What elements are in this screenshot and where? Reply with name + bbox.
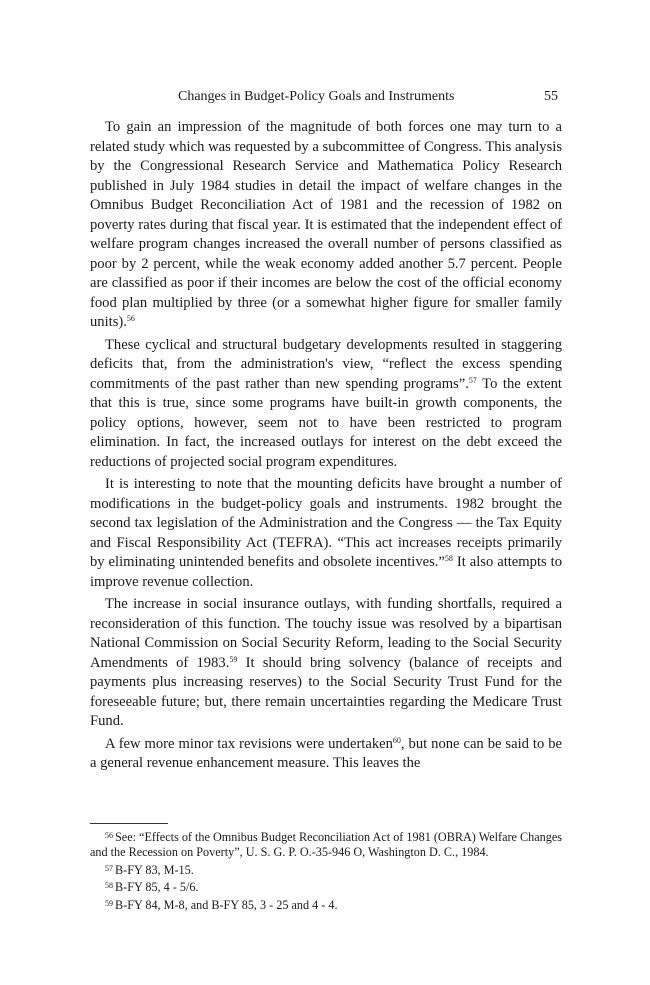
footnote xyxy=(90,861,562,878)
paragraph: A few more minor tax revisions were undertaken$^{60}$, but none can be said to be a general revenue enhancement measure. This leaves the xyxy=(90,735,562,771)
footnote xyxy=(90,896,562,913)
footnotes xyxy=(90,828,562,913)
footnote-text: B-FY 84, M-8, and B-FY 85, 3 - 25 and 4 - 4. xyxy=(115,897,338,912)
footnote-number: 56 xyxy=(105,831,113,840)
footnote-ref: 60 xyxy=(392,735,401,745)
footnote-text: B-FY 83, M-15. xyxy=(115,862,194,877)
footnote-text: B-FY 85, 4 - 5/6. xyxy=(115,880,199,895)
footnote-divider xyxy=(90,823,168,824)
footnote-text: See: “Effects of the Omnibus Budget Reconciliation Act of 1981 (OBRA) Welfare Changes and the Recession on Poverty”, U. S. G. P. O.-35-946 O, Washington D. C., 1984. xyxy=(90,830,562,860)
paragraph: It is interesting to note that the mounting deficits have brought a number of modifications in the budget-policy goals and instruments. 1982 brought the second tax legislation of the Administration and the Congress — the Tax Equity and Fiscal Responsibility Act (TEFRA). “This act increases receipts primarily by eliminating unintended benefits and obsolete incentives.”$^{58}$ It also attempts to improve revenue collection. xyxy=(90,476,562,590)
footnote-number: 57 xyxy=(105,863,113,873)
paragraph: The increase in social insurance outlays, with funding shortfalls, required a reconsideration of this function. The touchy issue was resolved by a bipartisan National Commission on Social Security Reform, leading to the Social Security Amendments of 1983.59 It should bring solvency (balance of receipts and payments plus increasing reserves) to the Social Security Trust Fund for the foreseeable future; but, there remain uncertainties regarding the Medicare Trust Fund. xyxy=(90,596,562,729)
footnote-number: 59 xyxy=(105,898,113,908)
footnote-ref: 56 xyxy=(126,314,135,323)
footnote-ref: 59 xyxy=(229,654,238,664)
running-title: Changes in Budget-Policy Goals and Instruments xyxy=(178,89,455,104)
page-number: 55 xyxy=(544,89,558,104)
footnote-number: 58 xyxy=(105,881,113,891)
paragraph: To gain an impression of the magnitude of both forces one may turn to a related study which was requested by a subcommittee of Congress. This analysis by the Congressional Research Service and Mathematica Policy Research published in July 1984 studies in detail the impact of welfare changes in the Omnibus Budget Reconciliation Act of 1981 and the recession of 1982 on poverty rates during that fiscal year. It is estimated that the independent effect of welfare program changes increased the overall number of persons classified as poor by 2 percent, while the weak economy added another 5.7 percent. People are classified as poor if their incomes are below the cost of the official economy food plan multiplied by three (or a somewhat higher figure for smaller family units).$^{56}$ xyxy=(90,119,562,330)
paragraph: These cyclical and structural budgetary developments resulted in staggering deficits that, from the administration's view, “reflect the excess spending commitments of the past rather than new spending programs”.$^{57}$ To the extent that this is true, since some programs have built-in growth components, the policy options, however, seem not to have been restricted to program elimination. In fact, the increased outlays for interest on the debt exceed the reductions of projected social program expenditures. xyxy=(90,336,562,470)
body-text xyxy=(90,118,562,777)
footnote xyxy=(90,878,562,895)
footnote-ref: 58 xyxy=(444,554,453,563)
footnote xyxy=(90,828,562,861)
footnote-ref: 57 xyxy=(468,375,477,385)
